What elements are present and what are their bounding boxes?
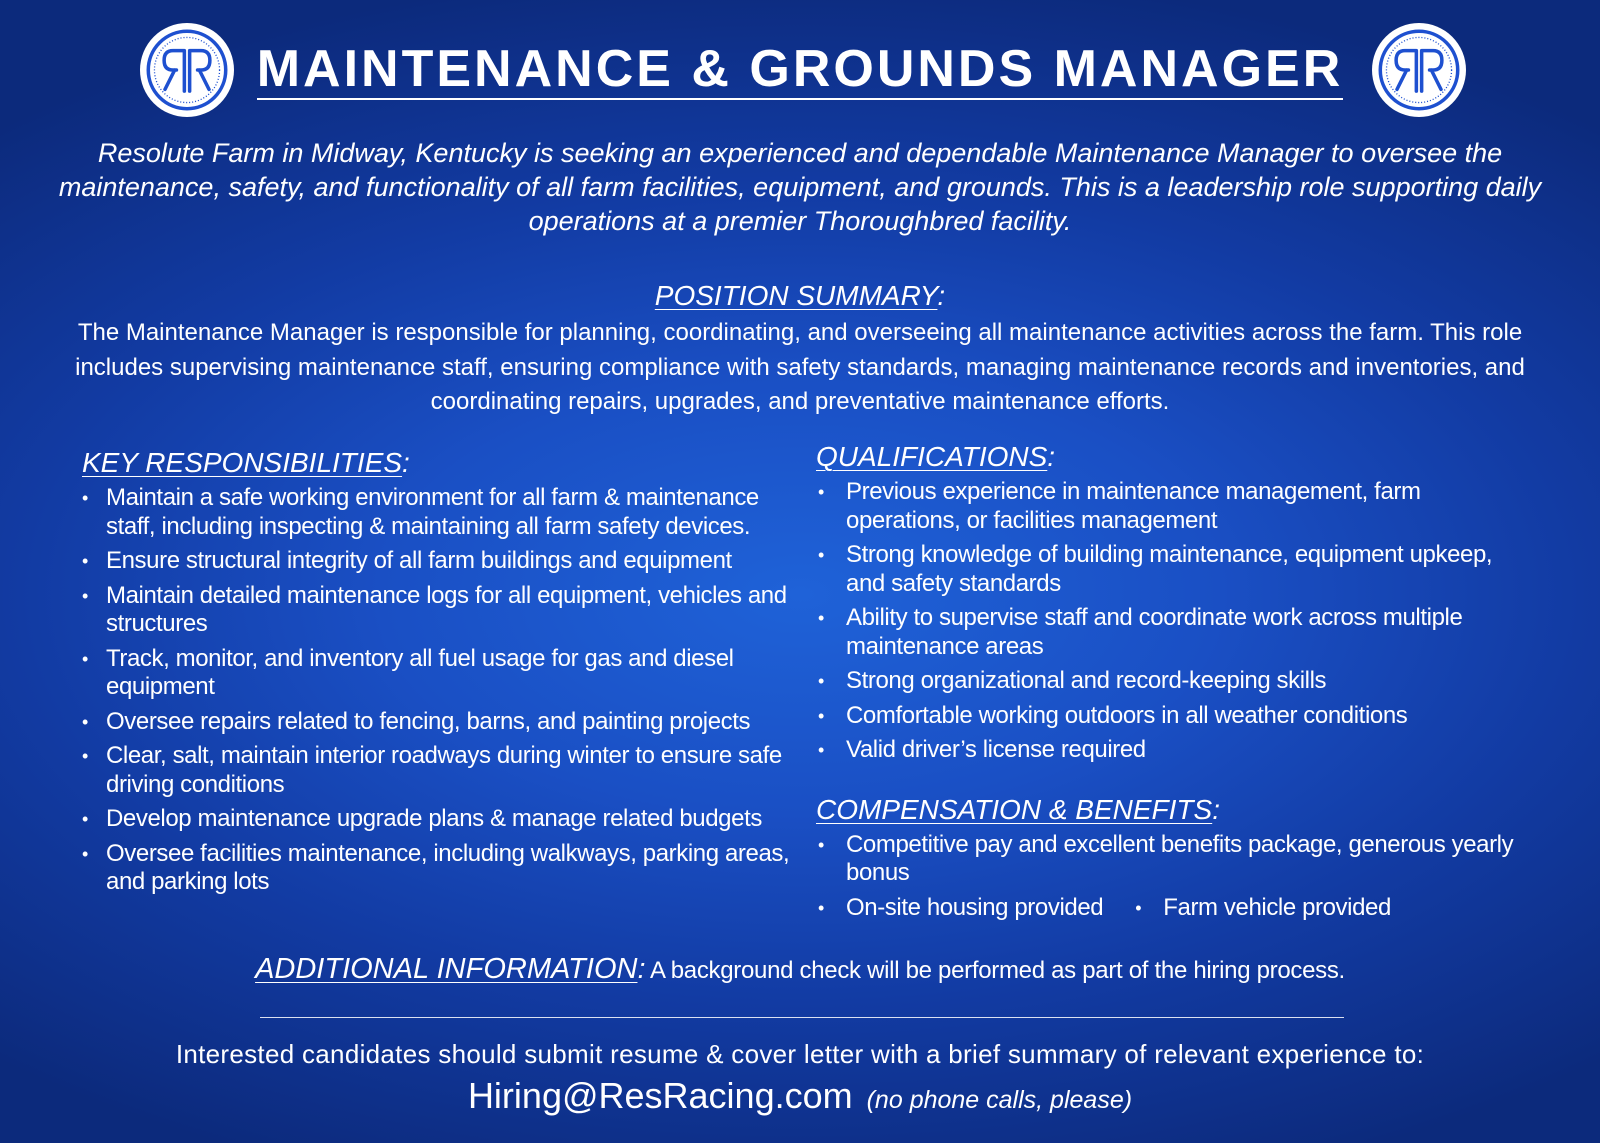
list-item: • Strong knowledge of building maintenance, equipment upkeep, and safety standards <box>816 541 1536 598</box>
apply-instructions: Interested candidates should submit resume & cover letter with a brief summary of relevant experience to: <box>175 1039 1425 1069</box>
additional-information-heading-text: ADDITIONAL INFORMATION <box>255 953 638 985</box>
additional-information-text: A background check will be performed as part of the hiring process. <box>649 957 1345 984</box>
compensation-heading-text: COMPENSATION & BENEFITS <box>816 793 1213 825</box>
contact-line <box>0 1076 1600 1124</box>
key-responsibilities-heading-text: KEY RESPONSIBILITIES <box>82 447 403 478</box>
position-summary-heading-text: POSITION SUMMARY <box>654 280 938 311</box>
list-item: • Track, monitor, and inventory all fuel usage for gas and diesel equipment <box>82 645 792 702</box>
page-title-text: MAINTENANCE & GROUNDS MANAGER <box>256 40 1344 98</box>
list-item: • Valid driver’s license required <box>816 736 1536 765</box>
qualifications-heading: QUALIFICATIONS: <box>816 441 1056 472</box>
right-column <box>816 440 1536 922</box>
list-item: • Competitive pay and excellent benefits package, generous yearly bonus <box>816 831 1536 888</box>
contact-email[interactable]: Hiring@ResRacing.com <box>467 1075 853 1116</box>
key-responsibilities-section <box>82 446 792 903</box>
list-item: • Previous experience in maintenance management, farm operations, or facilities management <box>816 478 1536 535</box>
list-item: • Farm vehicle provided <box>1133 894 1391 923</box>
compensation-heading: COMPENSATION & BENEFITS: <box>816 793 1220 825</box>
list-item: • On-site housing provided <box>816 894 1103 923</box>
key-responsibilities-heading: KEY RESPONSIBILITIES: <box>82 447 410 478</box>
list-item: • Ability to supervise staff and coordinate work across multiple maintenance areas <box>816 604 1536 661</box>
additional-information-heading: ADDITIONAL INFORMATION: <box>255 953 646 985</box>
page-title <box>0 42 1600 100</box>
list-item: • Strong organizational and record-keeping skills <box>816 667 1536 696</box>
list-item: • Clear, salt, maintain interior roadways during winter to ensure safe driving conditions <box>82 742 792 799</box>
compensation-list <box>816 831 1536 888</box>
list-item: • Develop maintenance upgrade plans & manage related budgets <box>82 805 792 834</box>
compensation-inline-list <box>816 894 1536 923</box>
divider <box>260 1017 1344 1018</box>
list-item: • Oversee repairs related to fencing, barns, and painting projects <box>82 708 792 737</box>
list-item: • Ensure structural integrity of all farm buildings and equipment <box>82 547 792 576</box>
qualifications-heading-text: QUALIFICATIONS <box>816 441 1048 472</box>
qualifications-list <box>816 478 1536 765</box>
position-summary-body: The Maintenance Manager is responsible for planning, coordinating, and overseeing all maintenance activities across the farm. This role includes supervising maintenance staff, ensuring compliance with safety standards, managing maintenance records and inventories, and coordinating repairs, upgrades, and preventative maintenance efforts. <box>75 319 1525 415</box>
additional-information <box>0 953 1600 986</box>
intro-paragraph: Resolute Farm in Midway, Kentucky is seeking an experienced and dependable Maintenance Manager to oversee the maintenance, safety, and functionality of all farm facilities, equipment, and grounds. This is a leadership role supporting daily operations at a premier Thoroughbred facility. <box>58 138 1542 236</box>
list-item: • Maintain a safe working environment for all farm & maintenance staff, including inspecting & maintaining all farm safety devices. <box>82 484 792 541</box>
list-item: • Oversee facilities maintenance, including walkways, parking areas, and parking lots <box>82 840 792 897</box>
position-summary-heading: POSITION SUMMARY: <box>654 280 946 311</box>
list-item: • Maintain detailed maintenance logs for all equipment, vehicles and structures <box>82 582 792 639</box>
list-item: • Comfortable working outdoors in all weather conditions <box>816 702 1536 731</box>
key-responsibilities-list <box>82 484 792 897</box>
contact-note: (no phone calls, please) <box>866 1086 1133 1114</box>
